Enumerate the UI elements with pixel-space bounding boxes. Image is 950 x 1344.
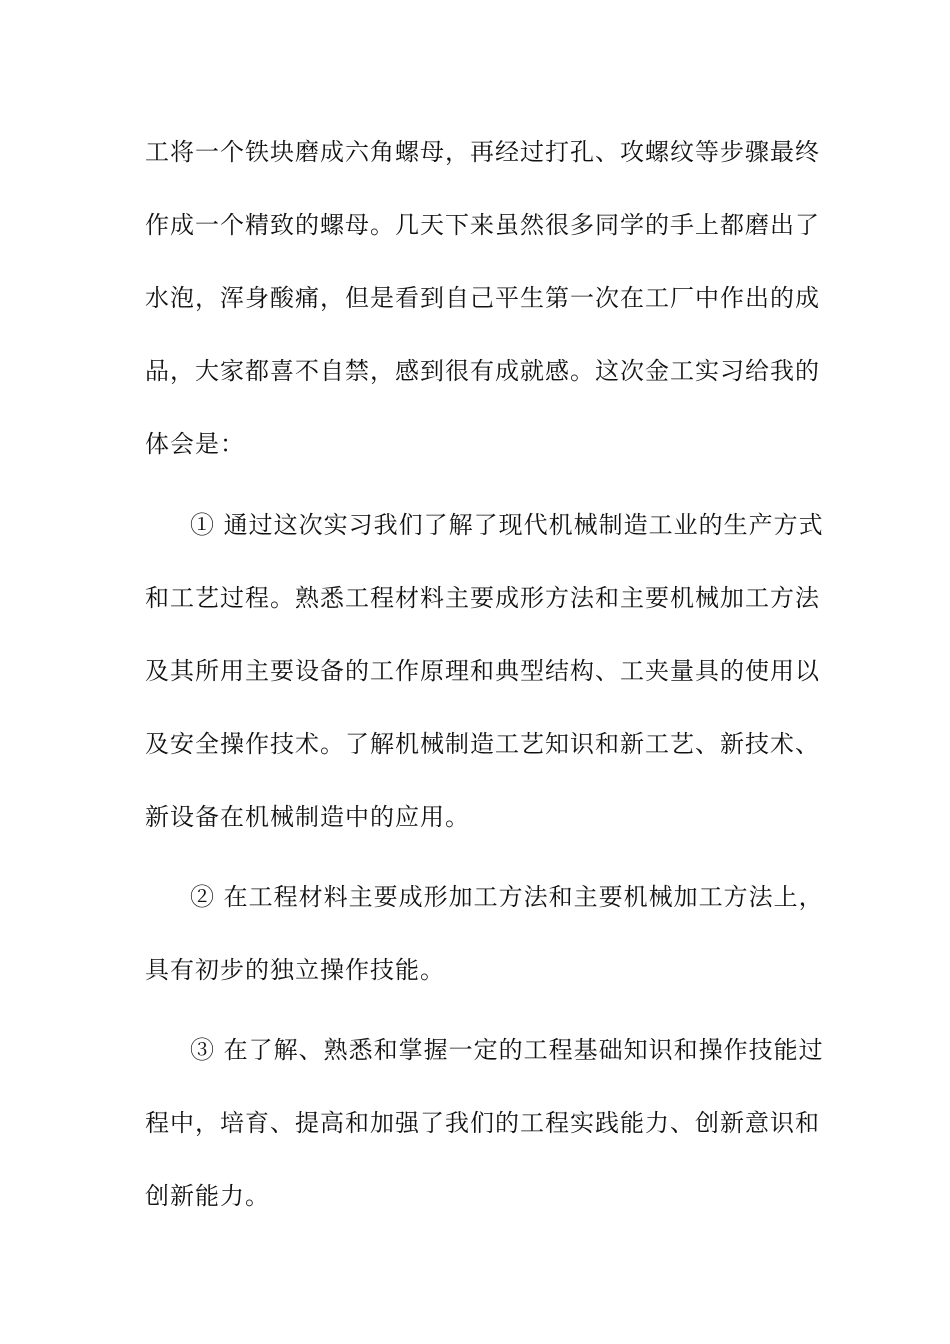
- numbered-item-2: ② 在工程材料主要成形加工方法和主要机械加工方法上，: [190, 883, 824, 911]
- text-line: 及其所用主要设备的工作原理和典型结构、工夹量具的使用以: [145, 657, 820, 685]
- text-line: 作成一个精致的螺母。几天下来虽然很多同学的手上都磨出了: [145, 211, 820, 239]
- numbered-item-3: ③ 在了解、熟悉和掌握一定的工程基础知识和操作技能过: [190, 1036, 824, 1064]
- text-line: 品，大家都喜不自禁，感到很有成就感。这次金工实习给我的: [145, 357, 820, 385]
- text-line: 水泡，浑身酸痛，但是看到自己平生第一次在工厂中作出的成: [145, 284, 820, 312]
- text-line: 程中，培育、提高和加强了我们的工程实践能力、创新意识和: [145, 1109, 820, 1137]
- text-line: 新设备在机械制造中的应用。: [145, 803, 470, 831]
- text-line: 具有初步的独立操作技能。: [145, 956, 445, 984]
- numbered-item-1: ① 通过这次实习我们了解了现代机械制造工业的生产方式: [190, 511, 824, 539]
- text-line: 及安全操作技术。了解机械制造工艺知识和新工艺、新技术、: [145, 730, 820, 758]
- text-line: 工将一个铁块磨成六角螺母，再经过打孔、攻螺纹等步骤最终: [145, 138, 820, 166]
- text-line: 创新能力。: [145, 1182, 270, 1210]
- text-line: 和工艺过程。熟悉工程材料主要成形方法和主要机械加工方法: [145, 584, 820, 612]
- text-line: 体会是：: [145, 430, 245, 458]
